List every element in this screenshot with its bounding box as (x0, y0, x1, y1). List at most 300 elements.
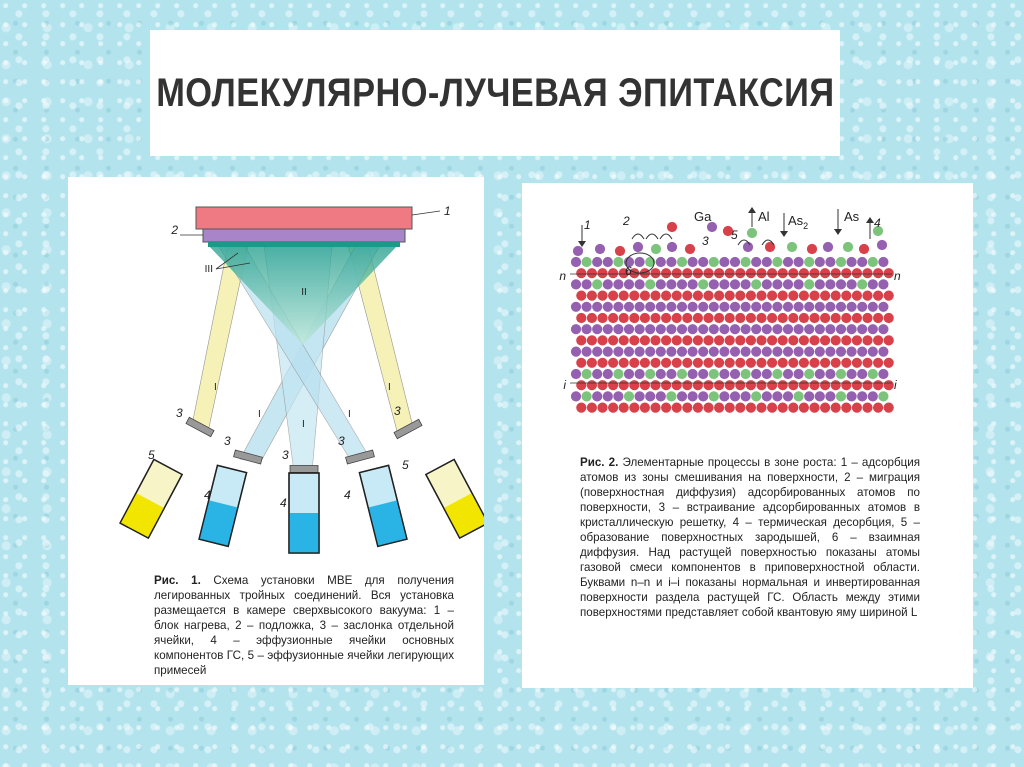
figure2-caption-text: Элементарные процессы в зоне роста: 1 – адсорбция атомов из зоны смешивания на поверхности, 2 – миграция (поверхностная диффузия) адсорбированных атомов по поверхности, 3 – встраивание адсорбированных атомов в кристаллическую решетку, 4 – термическая десорбция, 5 – образование поверхностных зародышей, 6 – взаимная диффузия. Над растущей поверхностью показаны атомы газовой смеси компонентов в приповерхностной области. Буквами n–n и i–i показаны нормальная и инвертированная поверхности раздела растущей ГС. Область между этими поверхностями представляет собой квантовую яму шириной L (580, 456, 921, 619)
lattice-atom (587, 403, 597, 413)
lattice-atom (645, 391, 655, 401)
surface-atom (595, 244, 605, 254)
lattice-atom (719, 391, 729, 401)
lattice-atom (852, 291, 862, 301)
lattice-atom (862, 358, 872, 368)
lattice-atom (852, 313, 862, 323)
lattice-atom (629, 291, 639, 301)
lattice-atom (841, 291, 851, 301)
lattice-atom (746, 313, 756, 323)
lattice-atom (613, 324, 623, 334)
lattice-atom (730, 302, 740, 312)
lattice-atom (703, 335, 713, 345)
lattice-atom (862, 403, 872, 413)
lattice-atom (698, 279, 708, 289)
lattice-atom (666, 279, 676, 289)
lattice-atom (820, 313, 830, 323)
lattice-atom (847, 257, 857, 267)
lattice-atom (762, 347, 772, 357)
lattice-atom (878, 369, 888, 379)
lattice-atom (714, 291, 724, 301)
lattice-atom (571, 302, 581, 312)
lattice-atom (725, 358, 735, 368)
lattice-atom (815, 347, 825, 357)
lattice-atom (688, 257, 698, 267)
lattice-atom (603, 391, 613, 401)
label-beam-b: I (258, 409, 261, 420)
lattice-atom (688, 391, 698, 401)
lattice-atom (645, 347, 655, 357)
label-5b: 5 (402, 458, 409, 472)
label-ga: Ga (694, 209, 712, 224)
lattice-atom (767, 335, 777, 345)
lattice-atom (587, 335, 597, 345)
lattice-atom (640, 313, 650, 323)
lattice-atom (809, 380, 819, 390)
lattice-atom (857, 257, 867, 267)
mbe-setup-diagram (68, 177, 484, 567)
lattice-atom (650, 291, 660, 301)
lattice-atom (735, 358, 745, 368)
lattice-atom (857, 391, 867, 401)
lattice-atom (672, 291, 682, 301)
lattice-atom (650, 268, 660, 278)
lattice-atom (831, 335, 841, 345)
lattice-atom (661, 403, 671, 413)
lattice-atom (809, 335, 819, 345)
label-5a: 5 (148, 448, 155, 462)
cell-5-left (120, 459, 182, 538)
label-p6: 6 (625, 264, 632, 278)
lattice-atom (656, 347, 666, 357)
label-beam-c: I (302, 419, 305, 430)
lattice-atom (730, 279, 740, 289)
lattice-atom (693, 313, 703, 323)
lattice-atom (603, 369, 613, 379)
lattice-atom (820, 380, 830, 390)
lattice-atom (783, 279, 793, 289)
lattice-atom (725, 313, 735, 323)
lattice-atom (624, 369, 634, 379)
lattice-atom (603, 279, 613, 289)
lattice-atom (799, 403, 809, 413)
lattice-atom (730, 347, 740, 357)
lattice-atom (635, 347, 645, 357)
lattice-atom (804, 369, 814, 379)
lattice-atom (836, 279, 846, 289)
lattice-atom (778, 291, 788, 301)
lattice-atom (576, 335, 586, 345)
lattice-atom (815, 324, 825, 334)
lattice-atom (682, 358, 692, 368)
lattice-atom (788, 403, 798, 413)
lattice-atom (725, 291, 735, 301)
lattice-atom (735, 291, 745, 301)
lattice-atom (815, 257, 825, 267)
lattice-atom (582, 391, 592, 401)
lattice-atom (698, 324, 708, 334)
lattice-atom (746, 268, 756, 278)
lattice-atom (656, 279, 666, 289)
lattice-atom (884, 313, 894, 323)
surface-atom (877, 240, 887, 250)
lattice-atom (783, 302, 793, 312)
lattice-atom (783, 257, 793, 267)
lattice-atom (841, 358, 851, 368)
lattice-atom (831, 358, 841, 368)
lattice-atom (788, 358, 798, 368)
lattice-atom (756, 403, 766, 413)
lattice-atom (862, 313, 872, 323)
lattice-atom (751, 279, 761, 289)
lattice-atom (640, 335, 650, 345)
lattice-atom (762, 302, 772, 312)
lattice-atom (714, 403, 724, 413)
lattice-atom (587, 291, 597, 301)
label-i-left: i (563, 378, 566, 392)
lattice-atom (741, 347, 751, 357)
lattice-atom (878, 257, 888, 267)
lattice-atom (703, 403, 713, 413)
lattice-atom (804, 302, 814, 312)
lattice-atom (799, 313, 809, 323)
lattice-atom (592, 279, 602, 289)
lattice-atom (576, 268, 586, 278)
lattice-atom (597, 403, 607, 413)
lattice-atom (682, 313, 692, 323)
label-as2: $As_2$ (788, 213, 809, 231)
lattice-atom (635, 391, 645, 401)
lattice-atom (788, 313, 798, 323)
lattice-atom (645, 279, 655, 289)
lattice-atom (661, 291, 671, 301)
lattice-atom (582, 257, 592, 267)
lattice-atom (635, 279, 645, 289)
lattice-atom (725, 335, 735, 345)
lattice-atom (592, 324, 602, 334)
lattice-atom (677, 324, 687, 334)
lattice-atom (597, 335, 607, 345)
lattice-atom (820, 268, 830, 278)
lattice-atom (836, 257, 846, 267)
lattice-atom (698, 347, 708, 357)
lattice-atom (857, 302, 867, 312)
lattice-atom (682, 380, 692, 390)
lattice-atom (709, 391, 719, 401)
lattice-atom (762, 369, 772, 379)
lattice-atom (809, 358, 819, 368)
lattice-atom (635, 257, 645, 267)
atom-lattice (571, 257, 894, 413)
lattice-atom (735, 335, 745, 345)
lattice-atom (582, 324, 592, 334)
lattice-atom (741, 324, 751, 334)
lattice-atom (809, 403, 819, 413)
label-i-right: i (894, 378, 897, 392)
lattice-atom (576, 291, 586, 301)
lattice-atom (762, 324, 772, 334)
lattice-atom (857, 369, 867, 379)
lattice-atom (767, 291, 777, 301)
lattice-atom (645, 302, 655, 312)
lattice-atom (714, 313, 724, 323)
surface-atom (843, 242, 853, 252)
lattice-atom (847, 347, 857, 357)
lattice-atom (841, 380, 851, 390)
lattice-atom (709, 302, 719, 312)
lattice-atom (645, 369, 655, 379)
lattice-atom (868, 369, 878, 379)
lattice-atom (857, 279, 867, 289)
lattice-atom (778, 358, 788, 368)
lattice-atom (624, 302, 634, 312)
label-as: As (844, 209, 860, 224)
label-p5: 5 (731, 228, 738, 242)
lattice-atom (878, 347, 888, 357)
lattice-atom (762, 391, 772, 401)
slide-title: МОЛЕКУЛЯРНО-ЛУЧЕВАЯ ЭПИТАКСИЯ (155, 70, 835, 115)
lattice-atom (778, 268, 788, 278)
lattice-atom (650, 380, 660, 390)
lattice-atom (884, 268, 894, 278)
lattice-atom (836, 324, 846, 334)
lattice-atom (608, 380, 618, 390)
lattice-atom (831, 313, 841, 323)
lattice-atom (868, 391, 878, 401)
lattice-atom (608, 313, 618, 323)
lattice-atom (767, 403, 777, 413)
lattice-atom (746, 403, 756, 413)
lattice-atom (735, 380, 745, 390)
lattice-atom (751, 324, 761, 334)
lattice-atom (809, 313, 819, 323)
lattice-atom (629, 313, 639, 323)
lattice-atom (878, 279, 888, 289)
lattice-atom (862, 268, 872, 278)
lattice-atom (788, 268, 798, 278)
shutter-3 (290, 466, 318, 473)
lattice-atom (672, 403, 682, 413)
lattice-atom (661, 335, 671, 345)
lattice-atom (741, 369, 751, 379)
lattice-atom (619, 358, 629, 368)
lattice-atom (571, 279, 581, 289)
lattice-atom (825, 257, 835, 267)
lattice-atom (703, 380, 713, 390)
label-beam-e: I (388, 382, 391, 393)
lattice-atom (656, 257, 666, 267)
lattice-atom (603, 257, 613, 267)
lattice-atom (698, 257, 708, 267)
lattice-atom (650, 358, 660, 368)
lattice-atom (804, 279, 814, 289)
lattice-atom (592, 369, 602, 379)
lattice-atom (656, 369, 666, 379)
surface-atoms (573, 222, 887, 256)
lattice-atom (815, 391, 825, 401)
lattice-atom (836, 302, 846, 312)
lattice-atom (587, 380, 597, 390)
surface-atom (667, 242, 677, 252)
lattice-atom (709, 257, 719, 267)
lattice-atom (582, 369, 592, 379)
lattice-atom (794, 391, 804, 401)
label-3a: 3 (176, 406, 183, 420)
lattice-atom (576, 380, 586, 390)
lattice-atom (571, 347, 581, 357)
lattice-atom (714, 268, 724, 278)
lattice-atom (703, 313, 713, 323)
lattice-atom (661, 268, 671, 278)
lattice-atom (603, 324, 613, 334)
lattice-atom (597, 291, 607, 301)
lattice-atom (613, 369, 623, 379)
lattice-atom (693, 380, 703, 390)
lattice-atom (868, 324, 878, 334)
lattice-atom (672, 358, 682, 368)
lattice-atom (693, 403, 703, 413)
lattice-atom (592, 391, 602, 401)
lattice-atom (688, 302, 698, 312)
lattice-atom (836, 347, 846, 357)
label-n-left: n (559, 269, 566, 283)
lattice-atom (751, 369, 761, 379)
lattice-atom (693, 268, 703, 278)
lattice-atom (772, 391, 782, 401)
label-p1: 1 (584, 218, 591, 232)
lattice-atom (624, 347, 634, 357)
lattice-atom (682, 403, 692, 413)
lattice-atom (650, 403, 660, 413)
lattice-atom (825, 347, 835, 357)
label-4c: 4 (344, 488, 351, 502)
lattice-atom (847, 369, 857, 379)
figure1-panel (68, 177, 484, 685)
lattice-atom (804, 391, 814, 401)
lattice-atom (629, 335, 639, 345)
lattice-atom (847, 324, 857, 334)
lattice-atom (746, 291, 756, 301)
lattice-atom (884, 335, 894, 345)
lattice-atom (788, 380, 798, 390)
lattice-atom (756, 380, 766, 390)
lattice-atom (613, 391, 623, 401)
label-zone-III: III (204, 264, 213, 275)
lattice-atom (714, 335, 724, 345)
lattice-atom (873, 403, 883, 413)
lattice-atom (820, 335, 830, 345)
surface-atom (859, 244, 869, 254)
lattice-atom (645, 324, 655, 334)
lattice-atom (582, 347, 592, 357)
lattice-atom (635, 302, 645, 312)
lattice-atom (783, 369, 793, 379)
lattice-atom (709, 279, 719, 289)
lattice-atom (629, 380, 639, 390)
lattice-atom (815, 302, 825, 312)
lattice-atom (825, 324, 835, 334)
lattice-atom (767, 268, 777, 278)
lattice-atom (666, 347, 676, 357)
surface-atom (743, 242, 753, 252)
lattice-atom (661, 380, 671, 390)
surface-atom (823, 242, 833, 252)
label-2: 2 (171, 223, 178, 237)
lattice-atom (868, 257, 878, 267)
lattice-atom (571, 324, 581, 334)
lattice-atom (656, 391, 666, 401)
lattice-atom (571, 257, 581, 267)
lattice-atom (730, 391, 740, 401)
lattice-atom (809, 291, 819, 301)
lattice-atom (677, 347, 687, 357)
lattice-atom (619, 291, 629, 301)
lattice-atom (852, 358, 862, 368)
lattice-atom (666, 324, 676, 334)
figure1-caption-text: Схема установки МВЕ для получения легированных тройных соединений. Вся установка размещается в камере сверхвысокого вакуума: 1 – блок нагрева, 2 – подложка, 3 – заслонка отдельной ячейки, 4 – эффузионные ячейки основных компонентов ГС, 5 – эффузионные ячейки легирующих примесей (154, 574, 454, 677)
lattice-atom (794, 347, 804, 357)
lattice-atom (783, 324, 793, 334)
lattice-atom (624, 324, 634, 334)
lattice-atom (788, 291, 798, 301)
lattice-atom (772, 347, 782, 357)
lattice-atom (873, 380, 883, 390)
lattice-atom (836, 391, 846, 401)
lattice-atom (682, 335, 692, 345)
cell-5-right (426, 459, 484, 538)
lattice-atom (672, 335, 682, 345)
lattice-atom (719, 347, 729, 357)
lattice-atom (709, 324, 719, 334)
lattice-atom (624, 279, 634, 289)
lattice-atom (772, 324, 782, 334)
lattice-atom (582, 302, 592, 312)
lattice-atom (719, 324, 729, 334)
lattice-atom (587, 268, 597, 278)
lattice-atom (640, 291, 650, 301)
lattice-atom (836, 369, 846, 379)
lattice-atom (741, 302, 751, 312)
lattice-atom (831, 268, 841, 278)
lattice-atom (571, 369, 581, 379)
figure1-caption (154, 573, 454, 678)
lattice-atom (703, 291, 713, 301)
lattice-atom (783, 391, 793, 401)
lattice-atom (619, 380, 629, 390)
lattice-atom (847, 391, 857, 401)
lattice-atom (608, 335, 618, 345)
lattice-atom (613, 257, 623, 267)
lattice-atom (772, 279, 782, 289)
lattice-atom (703, 358, 713, 368)
lattice-atom (767, 358, 777, 368)
lattice-atom (603, 347, 613, 357)
lattice-atom (852, 380, 862, 390)
lattice-atom (677, 369, 687, 379)
lattice-atom (688, 324, 698, 334)
surface-atom (633, 242, 643, 252)
lattice-atom (624, 391, 634, 401)
lattice-atom (741, 391, 751, 401)
lattice-atom (762, 279, 772, 289)
lattice-atom (741, 257, 751, 267)
lattice-atom (640, 380, 650, 390)
lattice-atom (635, 324, 645, 334)
lattice-atom (693, 358, 703, 368)
lattice-atom (756, 358, 766, 368)
label-p4: 4 (874, 216, 881, 230)
cell-4-left (199, 465, 246, 546)
